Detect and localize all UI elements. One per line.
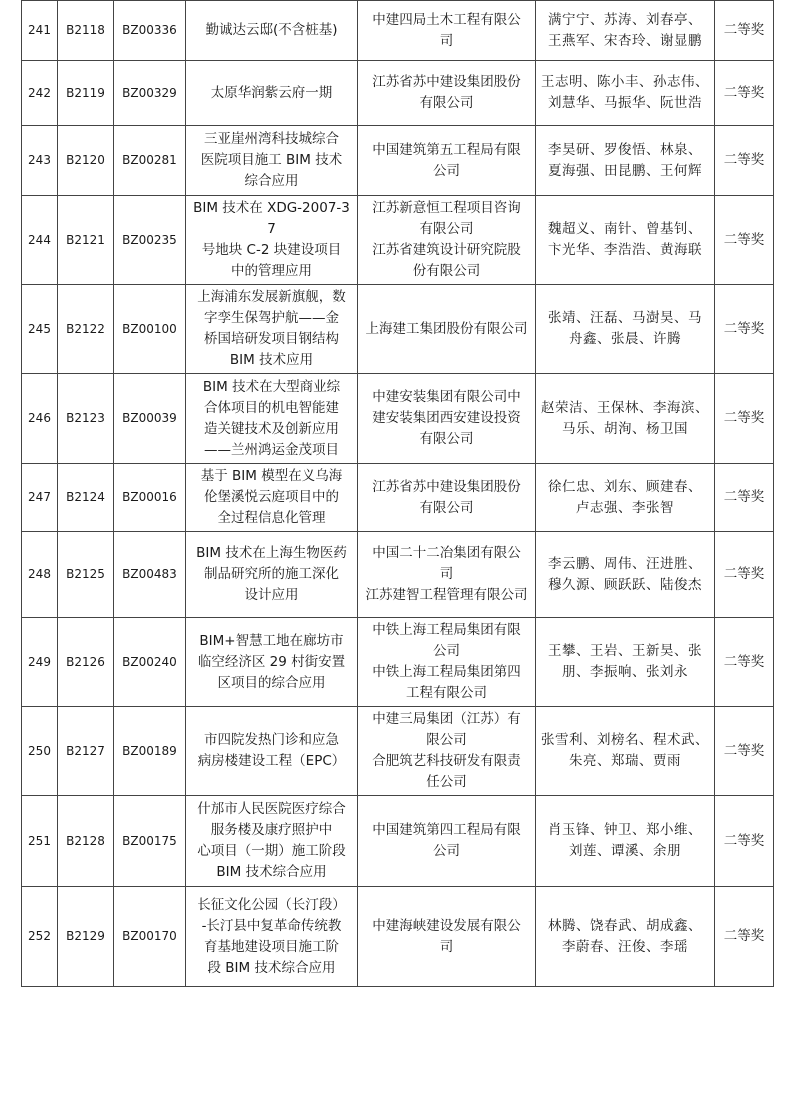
table-row bbox=[22, 61, 774, 126]
project-title bbox=[186, 887, 358, 987]
project-title-line: 什邡市人民医院医疗综合 bbox=[197, 801, 346, 817]
organization-line: 江苏新意恒工程项目咨询 bbox=[372, 200, 521, 216]
project-title bbox=[186, 196, 358, 285]
row-number: 242 bbox=[22, 61, 58, 126]
project-title-line: 设计应用 bbox=[244, 587, 299, 603]
registration-code: BZ00189 bbox=[114, 707, 186, 796]
project-title-line: 基于 BIM 模型在义乌海 bbox=[200, 468, 343, 484]
team-members-line: 张靖、汪磊、马澍昊、马 bbox=[548, 310, 702, 326]
team-members bbox=[536, 61, 715, 126]
project-title-line: 综合应用 bbox=[244, 173, 299, 189]
row-number: 248 bbox=[22, 532, 58, 618]
project-title-line: 合体项目的机电智能建 bbox=[204, 399, 339, 416]
table-row bbox=[22, 707, 774, 796]
project-title-line: BIM 技术综合应用 bbox=[216, 864, 327, 880]
team-members-line: 刘慧华、马振华、阮世浩 bbox=[548, 95, 702, 111]
team-members-line: 李昊研、罗俊悟、林泉、 bbox=[548, 141, 702, 158]
registration-code: BZ00240 bbox=[114, 618, 186, 707]
team-members-line: 赵荣洁、王保林、李海滨、 bbox=[541, 399, 709, 416]
project-title-line: BIM 技术在上海生物医药 bbox=[196, 545, 347, 561]
award-level: 二等奖 bbox=[715, 464, 774, 532]
registration-code: BZ00039 bbox=[114, 374, 186, 464]
project-title bbox=[186, 126, 358, 196]
project-title-line: 制品研究所的施工深化 bbox=[204, 566, 339, 582]
project-title-line: ——兰州鸿运金茂项目 bbox=[204, 441, 339, 458]
team-members-line: 林腾、饶春武、胡成鑫、 bbox=[548, 917, 702, 934]
award-level: 二等奖 bbox=[715, 796, 774, 887]
project-title bbox=[186, 1, 358, 61]
award-level: 二等奖 bbox=[715, 61, 774, 126]
organization bbox=[358, 126, 536, 196]
organization bbox=[358, 374, 536, 464]
organization-line: 司 bbox=[439, 566, 454, 582]
table-row bbox=[22, 1, 774, 61]
project-title-line: 段 BIM 技术综合应用 bbox=[207, 959, 336, 976]
award-level: 二等奖 bbox=[715, 196, 774, 285]
organization-line: 中铁上海工程局集团第四 bbox=[372, 664, 521, 680]
award-level: 二等奖 bbox=[715, 707, 774, 796]
organization bbox=[358, 285, 536, 374]
table-row bbox=[22, 796, 774, 887]
team-members-line: 满宁宁、苏涛、刘春亭、 bbox=[548, 11, 702, 28]
table-row bbox=[22, 196, 774, 285]
team-members-line: 肖玉锋、钟卫、郑小维、 bbox=[548, 822, 702, 838]
project-title-line: 医院项目施工 BIM 技术 bbox=[200, 152, 343, 168]
row-number: 247 bbox=[22, 464, 58, 532]
project-title-line: 全过程信息化管理 bbox=[217, 510, 326, 526]
organization bbox=[358, 196, 536, 285]
registration-code: BZ00170 bbox=[114, 887, 186, 987]
row-number: 249 bbox=[22, 618, 58, 707]
team-members-line: 卞光华、李浩浩、黄海联 bbox=[548, 242, 702, 258]
organization bbox=[358, 887, 536, 987]
team-members-line: 刘莲、谭溪、余朋 bbox=[569, 843, 681, 859]
organization-line: 江苏省苏中建设集团股份 bbox=[372, 74, 521, 90]
team-members bbox=[536, 618, 715, 707]
organization-line: 合肥筑艺科技研发有限责 bbox=[372, 753, 521, 769]
entry-code: B2122 bbox=[58, 285, 114, 374]
row-number: 251 bbox=[22, 796, 58, 887]
entry-code: B2126 bbox=[58, 618, 114, 707]
entry-code: B2124 bbox=[58, 464, 114, 532]
organization bbox=[358, 796, 536, 887]
team-members-line: 李蔚春、汪俊、李瑶 bbox=[562, 938, 688, 955]
award-level: 二等奖 bbox=[715, 374, 774, 464]
project-title-line: 上海浦东发展新旗舰，数 bbox=[197, 289, 346, 305]
project-title-line: 太原华润紫云府一期 bbox=[210, 84, 333, 101]
project-title bbox=[186, 374, 358, 464]
row-number: 246 bbox=[22, 374, 58, 464]
award-level: 二等奖 bbox=[715, 126, 774, 196]
table-row bbox=[22, 285, 774, 374]
organization bbox=[358, 1, 536, 61]
organization-line: 中建四局土木工程有限公 bbox=[372, 11, 521, 28]
organization-line: 公司 bbox=[433, 643, 460, 659]
project-title-line: BIM 技术应用 bbox=[229, 352, 314, 368]
organization-line: 中国建筑第五工程局有限 bbox=[372, 141, 521, 158]
entry-code: B2128 bbox=[58, 796, 114, 887]
row-number: 252 bbox=[22, 887, 58, 987]
organization bbox=[358, 61, 536, 126]
team-members bbox=[536, 374, 715, 464]
project-title-line: 勤诚达云邸(不含桩基) bbox=[205, 22, 338, 38]
organization-line: 中建三局集团（江苏）有 bbox=[372, 711, 521, 727]
entry-code: B2125 bbox=[58, 532, 114, 618]
team-members-line: 朋、李振响、张刘永 bbox=[562, 664, 688, 680]
project-title-line: 服务楼及康疗照护中 bbox=[210, 822, 333, 838]
entry-code: B2119 bbox=[58, 61, 114, 126]
project-title bbox=[186, 464, 358, 532]
award-level: 二等奖 bbox=[715, 1, 774, 61]
project-title bbox=[186, 707, 358, 796]
registration-code: BZ00175 bbox=[114, 796, 186, 887]
team-members-line: 夏海强、田昆鹏、王何辉 bbox=[548, 162, 702, 179]
team-members-line: 卢志强、李张智 bbox=[576, 499, 674, 516]
project-title-line: BIM 技术在 XDG-2007-37 bbox=[193, 200, 350, 237]
entry-code: B2121 bbox=[58, 196, 114, 285]
project-title-line: 中的管理应用 bbox=[231, 263, 312, 279]
project-title bbox=[186, 618, 358, 707]
organization-line: 有限公司 bbox=[419, 95, 474, 111]
table-row bbox=[22, 126, 774, 196]
organization bbox=[358, 707, 536, 796]
organization-line: 江苏建智工程管理有限公司 bbox=[365, 587, 528, 603]
project-title-line: 字孪生保驾护航——金 bbox=[204, 310, 339, 326]
table-row bbox=[22, 532, 774, 618]
organization-line: 份有限公司 bbox=[412, 263, 481, 279]
award-level: 二等奖 bbox=[715, 285, 774, 374]
organization-line: 上海建工集团股份有限公司 bbox=[365, 320, 528, 337]
organization-line: 工程有限公司 bbox=[406, 685, 487, 701]
entry-code: B2127 bbox=[58, 707, 114, 796]
entry-code: B2118 bbox=[58, 1, 114, 61]
team-members-line: 马乐、胡洵、杨卫国 bbox=[562, 420, 688, 437]
team-members-line: 魏超义、南针、曾基钊、 bbox=[548, 221, 702, 237]
team-members-line: 王志明、陈小丰、孙志伟、 bbox=[541, 74, 709, 90]
team-members-line: 王攀、王岩、王新昊、张 bbox=[548, 643, 702, 659]
table-row bbox=[22, 887, 774, 987]
entry-code: B2129 bbox=[58, 887, 114, 987]
team-members-line: 穆久源、顾跃跃、陆俊杰 bbox=[548, 576, 702, 593]
project-title-line: BIM 技术在大型商业综 bbox=[202, 378, 341, 395]
entry-code: B2120 bbox=[58, 126, 114, 196]
organization-line: 司 bbox=[439, 32, 454, 49]
organization bbox=[358, 618, 536, 707]
team-members-line: 舟鑫、张晨、许腾 bbox=[569, 331, 681, 347]
project-title-line: 桥国培研发项目钢结构 bbox=[204, 331, 339, 347]
team-members bbox=[536, 887, 715, 987]
registration-code: BZ00235 bbox=[114, 196, 186, 285]
organization-line: 中国二十二冶集团有限公 bbox=[372, 545, 521, 561]
row-number: 243 bbox=[22, 126, 58, 196]
registration-code: BZ00100 bbox=[114, 285, 186, 374]
registration-code: BZ00281 bbox=[114, 126, 186, 196]
project-title-line: 病房楼建设工程（EPC） bbox=[197, 753, 346, 769]
team-members bbox=[536, 196, 715, 285]
table-row bbox=[22, 374, 774, 464]
project-title-line: 号地块 C-2 块建设项目 bbox=[201, 242, 342, 258]
organization-line: 限公司 bbox=[426, 732, 467, 748]
organization bbox=[358, 532, 536, 618]
table-row bbox=[22, 618, 774, 707]
award-level: 二等奖 bbox=[715, 618, 774, 707]
project-title-line: 造关键技术及创新应用 bbox=[204, 420, 339, 437]
organization-line: 江苏省苏中建设集团股份 bbox=[372, 478, 521, 495]
project-title-line: 伦堡溪悦云庭项目中的 bbox=[204, 489, 339, 505]
awards-table bbox=[21, 0, 774, 987]
team-members-line: 王燕军、宋杏玲、谢显鹏 bbox=[548, 32, 702, 49]
registration-code: BZ00336 bbox=[114, 1, 186, 61]
organization-line: 中国建筑第四工程局有限 bbox=[372, 822, 521, 838]
registration-code: BZ00329 bbox=[114, 61, 186, 126]
team-members-line: 朱亮、郑瑞、贾雨 bbox=[569, 753, 681, 769]
row-number: 245 bbox=[22, 285, 58, 374]
project-title-line: 三亚崖州湾科技城综合 bbox=[204, 131, 339, 147]
organization-line: 司 bbox=[439, 938, 454, 955]
project-title-line: 心项目（一期）施工阶段 bbox=[197, 843, 346, 859]
project-title bbox=[186, 532, 358, 618]
table-row bbox=[22, 464, 774, 532]
organization-line: 有限公司 bbox=[419, 431, 474, 447]
organization-line: 公司 bbox=[433, 843, 460, 859]
award-level: 二等奖 bbox=[715, 532, 774, 618]
organization-line: 中建安装集团有限公司中 bbox=[372, 389, 521, 405]
organization-line: 公司 bbox=[433, 162, 460, 179]
team-members bbox=[536, 285, 715, 374]
team-members bbox=[536, 532, 715, 618]
project-title bbox=[186, 61, 358, 126]
project-title-line: BIM+智慧工地在廊坊市 bbox=[199, 632, 344, 649]
project-title-line: 育基地建设项目施工阶 bbox=[204, 938, 339, 955]
organization-line: 有限公司 bbox=[419, 499, 474, 516]
organization-line: 江苏省建筑设计研究院股 bbox=[372, 242, 521, 258]
project-title-line: 临空经济区 29 村街安置 bbox=[197, 653, 346, 670]
project-title-line: 市四院发热门诊和应急 bbox=[204, 732, 339, 748]
project-title bbox=[186, 796, 358, 887]
team-members bbox=[536, 464, 715, 532]
organization-line: 中铁上海工程局集团有限 bbox=[372, 622, 521, 638]
row-number: 241 bbox=[22, 1, 58, 61]
organization-line: 有限公司 bbox=[419, 221, 474, 237]
awards-table-body bbox=[22, 1, 774, 987]
team-members-line: 徐仁忠、刘东、顾建春、 bbox=[548, 478, 702, 495]
organization-line: 任公司 bbox=[426, 774, 467, 790]
row-number: 250 bbox=[22, 707, 58, 796]
organization-line: 中建海峡建设发展有限公 bbox=[372, 917, 521, 934]
team-members bbox=[536, 1, 715, 61]
team-members bbox=[536, 796, 715, 887]
row-number: 244 bbox=[22, 196, 58, 285]
project-title-line: 区项目的综合应用 bbox=[217, 674, 326, 691]
organization-line: 建安装集团西安建设投资 bbox=[372, 410, 521, 426]
award-level: 二等奖 bbox=[715, 887, 774, 987]
registration-code: BZ00483 bbox=[114, 532, 186, 618]
team-members-line: 李云鹏、周伟、汪进胜、 bbox=[548, 555, 702, 572]
project-title bbox=[186, 285, 358, 374]
entry-code: B2123 bbox=[58, 374, 114, 464]
team-members bbox=[536, 126, 715, 196]
organization bbox=[358, 464, 536, 532]
registration-code: BZ00016 bbox=[114, 464, 186, 532]
team-members bbox=[536, 707, 715, 796]
team-members-line: 张雪利、刘榜名、程术武、 bbox=[541, 732, 709, 748]
project-title-line: 长征文化公园（长汀段） bbox=[197, 896, 346, 913]
project-title-line: -长汀县中复革命传统教 bbox=[201, 917, 342, 934]
